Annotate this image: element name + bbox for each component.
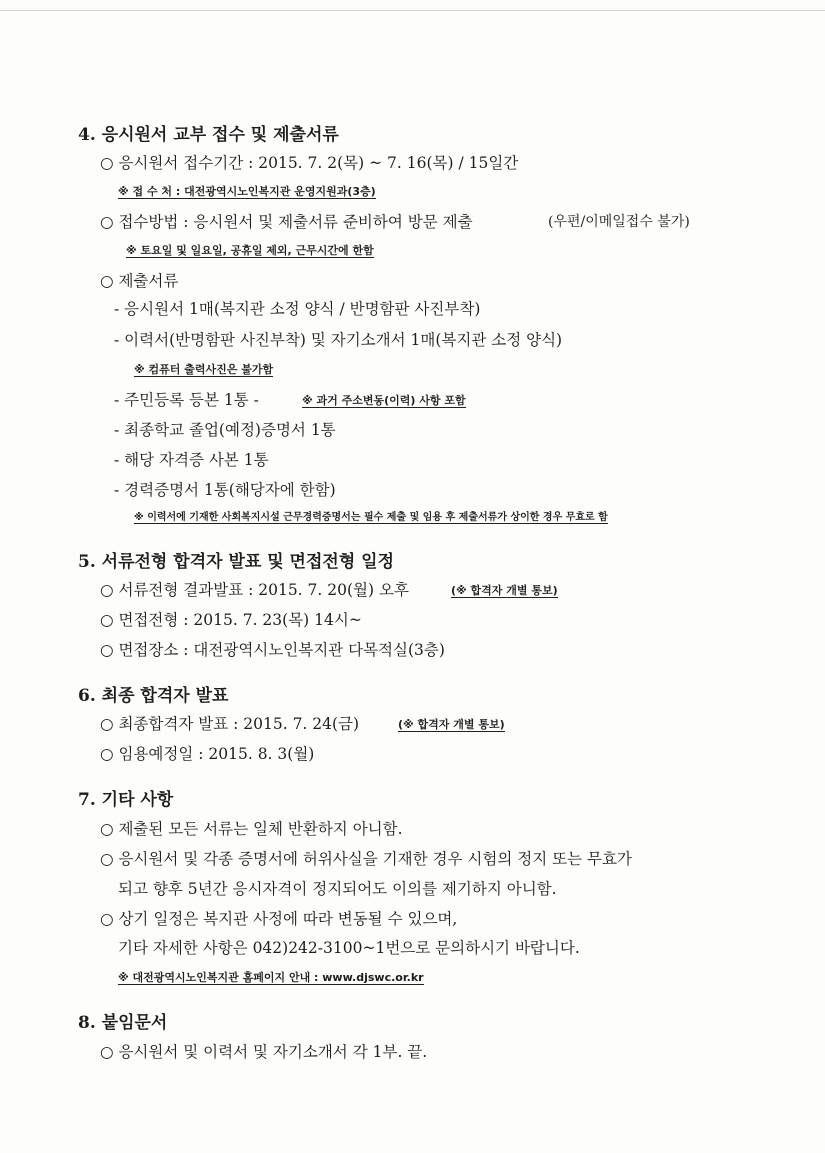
homepage-note: ※ 대전광역시노인복지관 홈페이지 안내 : www.djswc.or.kr (118, 971, 424, 984)
false-information-notice: ○ 응시원서 및 각종 증명서에 허위사실을 기재한 경우 시험의 정지 또는 무효가 (100, 850, 632, 868)
application-period: ○ 응시원서 접수기간 : 2015. 7. 2(목) ~ 7. 16(목) / 15일간 (100, 154, 519, 172)
document-item: - 이력서(반명함판 사진부착) 및 자기소개서 1매(복지관 소정 양식) (114, 331, 563, 349)
section-4-title: 4. 응시원서 교부 접수 및 제출서류 (78, 125, 339, 145)
document-item: - 최종학교 졸업(예정)증명서 1통 (114, 421, 336, 439)
computer-photo-note: ※ 컴퓨터 출력사진은 불가함 (134, 363, 274, 376)
section-7-title: 7. 기타 사항 (78, 790, 174, 810)
document-screening-result: ○ 서류전형 결과발표 : 2015. 7. 20(월) 오후 (100, 581, 409, 599)
address-history-note: ※ 과거 주소변동(이력) 사항 포함 (302, 394, 466, 407)
weekend-note: ※ 토요일 및 일요일, 공휴일 제외, 근무시간에 한함 (126, 244, 374, 257)
section-6-title: 6. 최종 합격자 발표 (78, 686, 229, 706)
interview-location: ○ 면접장소 : 대전광역시노인복지관 다목적실(3층) (100, 641, 445, 659)
required-documents-heading: ○ 제출서류 (100, 272, 179, 290)
interview-date: ○ 면접전형 : 2015. 7. 23(목) 14시~ (100, 611, 362, 629)
document-item: - 응시원서 1매(복지관 소정 양식 / 반명함판 사진부착) (114, 300, 481, 318)
document-item: - 주민등록 등본 1통 - (114, 391, 259, 409)
career-certificate-note: ※ 이력서에 기재한 사회복지시설 근무경력증명서는 필수 제출 및 임용 후 제출서류가 상이한 경우 무효로 함 (134, 512, 608, 523)
attachment-list: ○ 응시원서 및 이력서 및 자기소개서 각 1부. 끝. (100, 1043, 428, 1061)
section-5-title: 5. 서류전형 합격자 발표 및 면접전형 일정 (78, 552, 395, 572)
application-method: ○ 접수방법 : 응시원서 및 제출서류 준비하여 방문 제출 (100, 213, 473, 231)
document-item: - 해당 자격증 사본 1통 (114, 451, 269, 469)
no-return-notice: ○ 제출된 모든 서류는 일체 반환하지 아니함. (100, 820, 403, 838)
final-result-announcement: ○ 최종합격자 발표 : 2015. 7. 24(금) (100, 715, 360, 733)
contact-info: 기타 자세한 사항은 042)242-3100~1번으로 문의하시기 바랍니다. (118, 939, 580, 957)
schedule-change-notice: ○ 상기 일정은 복지관 사정에 따라 변동될 수 있으며, (100, 910, 458, 928)
individual-notice-note: (※ 합격자 개별 통보) (451, 584, 558, 597)
false-information-notice-cont: 되고 향후 5년간 응시자격이 정지되어도 이의를 제기하지 아니함. (118, 880, 557, 898)
reception-place-note: ※ 접 수 처 : 대전광역시노인복지관 운영지원과(3층) (118, 185, 376, 198)
individual-notice-note: (※ 합격자 개별 통보) (398, 718, 505, 731)
application-method-note: (우편/이메일접수 불가) (548, 214, 690, 230)
document-item: - 경력증명서 1통(해당자에 한함) (114, 481, 336, 499)
appointment-date: ○ 임용예정일 : 2015. 8. 3(월) (100, 745, 315, 763)
section-8-title: 8. 붙임문서 (78, 1013, 168, 1033)
